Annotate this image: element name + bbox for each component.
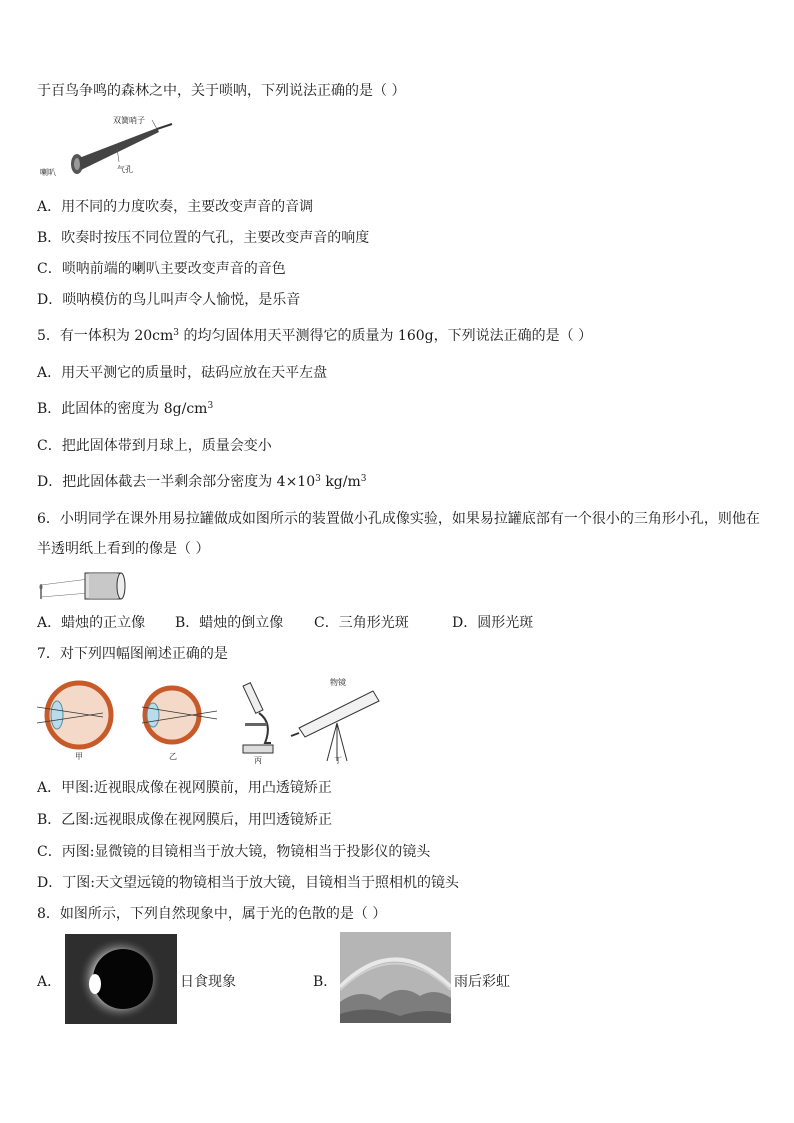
suona-label-hole: 气孔 bbox=[117, 165, 133, 174]
q8-option-a-letter: A． bbox=[37, 974, 62, 990]
q7-option-b: B．乙图:远视眼成像在视网膜后，用凹透镜矫正 bbox=[37, 812, 333, 828]
q5-stem-sup: 3 bbox=[173, 328, 180, 338]
q6-options bbox=[37, 614, 533, 632]
q5-stem bbox=[37, 327, 592, 345]
q4-option-a: A．用不同的力度吹奏，主要改变声音的音调 bbox=[37, 199, 314, 215]
q8-stem: 8．如图所示，下列自然现象中，属于光的色散的是（ ） bbox=[37, 906, 387, 922]
eye-jia-drawing bbox=[37, 683, 111, 747]
suona-label-reed: 双簧哨子 bbox=[113, 116, 145, 125]
label-jia: 甲 bbox=[75, 752, 83, 761]
pinhole-can-figure bbox=[37, 567, 137, 603]
telescope-drawing bbox=[291, 691, 379, 761]
q6-option-c: C．三角形光斑 bbox=[314, 615, 409, 631]
solar-eclipse-drawing bbox=[65, 934, 177, 1024]
q5-stem-part-b: 的均匀固体用天平测得它的质量为 160g，下列说法正确的是（ ） bbox=[179, 328, 593, 344]
pinhole-can-drawing bbox=[37, 567, 137, 603]
q5-option-d-mid: kg/m bbox=[320, 474, 361, 490]
q6-option-b: B．蜡烛的倒立像 bbox=[175, 615, 284, 631]
q4-option-c: C．唢呐前端的喇叭主要改变声音的音色 bbox=[37, 261, 286, 277]
q5-option-d-text: D．把此固体截去一半剩余部分密度为 4×10 bbox=[37, 474, 316, 490]
q6-option-d: D．圆形光斑 bbox=[452, 615, 534, 631]
rainbow-photo bbox=[340, 932, 451, 1023]
q8-option-a-caption: 日食现象 bbox=[180, 974, 236, 990]
q7-stem: 7．对下列四幅图阐述正确的是 bbox=[37, 646, 228, 662]
q5-option-c: C．把此固体带到月球上，质量会变小 bbox=[37, 438, 272, 454]
q5-option-b bbox=[37, 400, 213, 418]
label-bing: 丙 bbox=[254, 756, 262, 765]
optics-figures bbox=[37, 673, 387, 768]
rainbow-drawing bbox=[340, 932, 451, 1023]
suona-label-bell: 喇叭 bbox=[40, 168, 56, 177]
q5-option-b-text: B．此固体的密度为 8g/cm bbox=[37, 401, 208, 417]
suona-figure bbox=[37, 112, 197, 182]
q5-stem-part-a: 5．有一体积为 20cm bbox=[37, 328, 174, 344]
q5-option-b-sup: 3 bbox=[207, 401, 214, 411]
q6-option-a: A．蜡烛的正立像 bbox=[37, 615, 146, 631]
eye-yi-drawing bbox=[142, 688, 217, 742]
q8-option-b-letter: B． bbox=[313, 974, 338, 990]
solar-eclipse-photo bbox=[65, 934, 177, 1024]
q4-stem: 于百鸟争鸣的森林之中，关于唢呐，下列说法正确的是（ ） bbox=[37, 83, 406, 99]
q7-option-a: A．甲图:近视眼成像在视网膜前，用凸透镜矫正 bbox=[37, 780, 332, 796]
q4-option-b: B．吹奏时按压不同位置的气孔，主要改变声音的响度 bbox=[37, 230, 370, 246]
label-ding: 丁 bbox=[334, 756, 342, 765]
q7-option-c: C．丙图:显微镜的目镜相当于放大镜，物镜相当于投影仪的镜头 bbox=[37, 844, 431, 860]
q6-stem-line1: 6．小明同学在课外用易拉罐做成如图所示的装置做小孔成像实验，如果易拉罐底部有一个很小的三角形小孔，则他在 bbox=[37, 511, 760, 527]
q5-option-a: A．用天平测它的质量时，砝码应放在天平左盘 bbox=[37, 365, 328, 381]
microscope-drawing bbox=[243, 683, 273, 753]
q5-option-d-sup1: 3 bbox=[315, 474, 321, 484]
q5-option-d-sup2: 3 bbox=[360, 474, 367, 484]
label-yi: 乙 bbox=[169, 752, 177, 761]
label-objective: 物镜 bbox=[330, 678, 346, 687]
q4-option-d: D．唢呐模仿的鸟儿叫声令人愉悦，是乐音 bbox=[37, 292, 301, 308]
q7-option-d: D．丁图:天文望远镜的物镜相当于放大镜，目镜相当于照相机的镜头 bbox=[37, 875, 459, 891]
q6-stem-line2: 半透明纸上看到的像是（ ） bbox=[37, 541, 210, 557]
q5-option-d bbox=[37, 473, 367, 491]
q8-option-b-caption: 雨后彩虹 bbox=[454, 974, 510, 990]
